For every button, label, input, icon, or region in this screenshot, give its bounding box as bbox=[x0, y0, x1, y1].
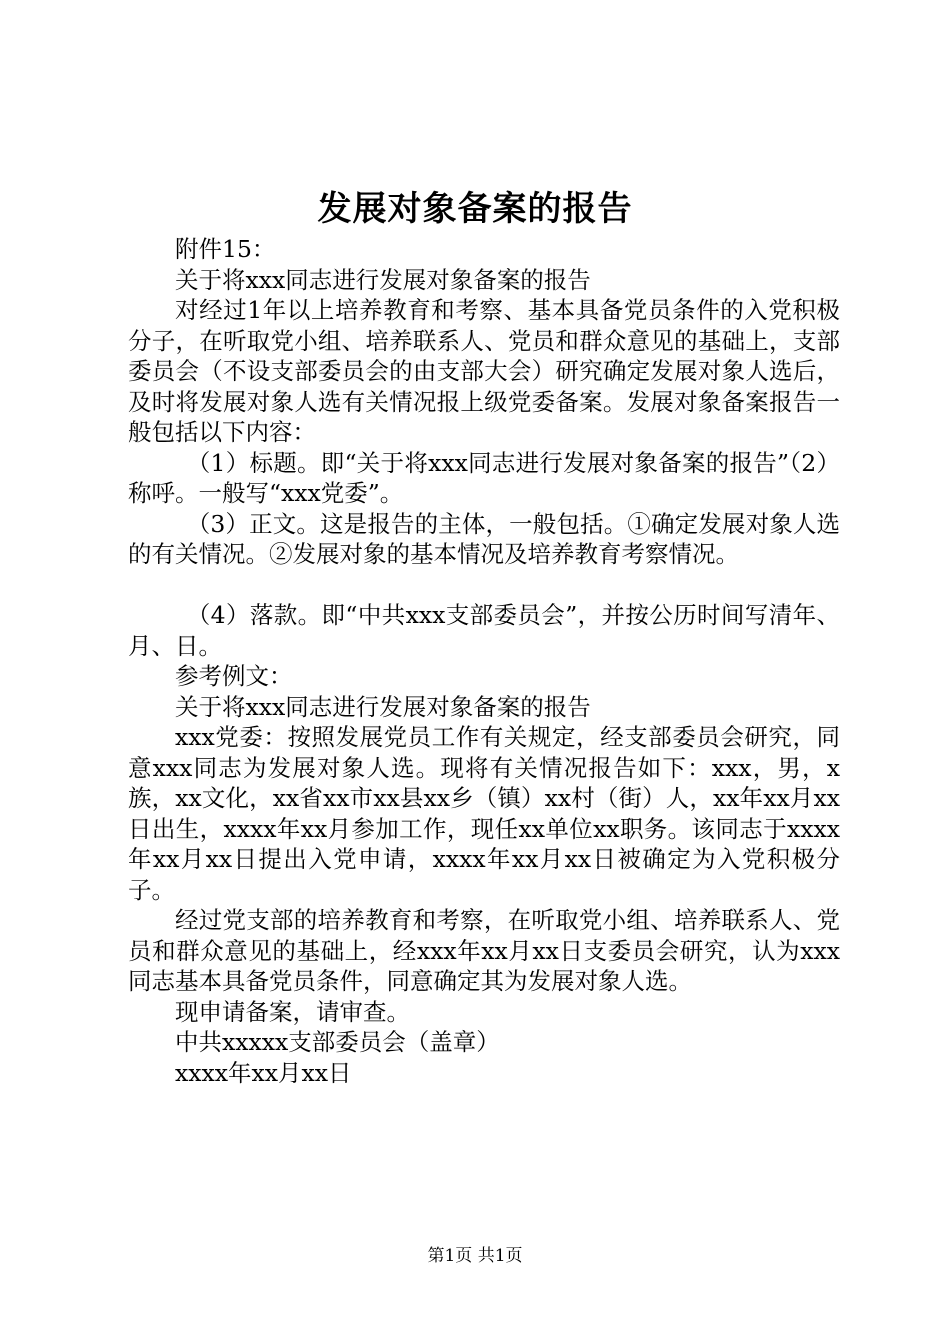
example-signature-org: 中共xxxxx支部委员会（盖章） bbox=[175, 1028, 500, 1056]
item-body-text: （3）正文。这是报告的主体，一般包括。①确定发展对象人选的有关情况。②发展对象的基本情况及培养教育考察情况。 bbox=[128, 509, 840, 568]
blank-line bbox=[128, 570, 840, 601]
document-body bbox=[128, 234, 840, 1088]
example-signature-date: xxxx年xx月xx日 bbox=[175, 1058, 352, 1087]
attachment-label: 附件15： bbox=[175, 235, 276, 263]
example-heading: 参考例文： bbox=[175, 662, 293, 690]
example-title: 关于将xxx同志进行发展对象备案的报告 bbox=[175, 692, 591, 721]
item-title-and-salutation: （1）标题。即“关于将xxx同志进行发展对象备案的报告”（2）称呼。一般写“xxx党委”。 bbox=[128, 448, 840, 507]
example-request-line: 现申请备案，请审查。 bbox=[175, 997, 410, 1026]
item-signature: （4）落款。即“中共xxx支部委员会”，并按公历时间写清年、月、日。 bbox=[128, 601, 840, 660]
document-title: 发展对象备案的报告 bbox=[317, 189, 633, 229]
page-number: 第1页 共1页 bbox=[427, 1246, 523, 1266]
example-assessment-paragraph: 经过党支部的培养教育和考察，在听取党小组、培养联系人、党员和群众意见的基础上，经xxx年xx月xx日支委员会研究，认为xxx同志基本具备党员条件，同意确定其为发展对象人选。 bbox=[128, 906, 840, 995]
intro-paragraph: 对经过1年以上培养教育和考察、基本具备党员条件的入党积极分子，在听取党小组、培养联系人、党员和群众意见的基础上，支部委员会（不设支部委员会的由支部大会）研究确定发展对象人选后，及时将发展对象人选有关情况报上级党委备案。发展对象备案报告一般包括以下内容： bbox=[128, 296, 840, 446]
example-body-paragraph: xxx党委：按照发展党员工作有关规定，经支部委员会研究，同意xxx同志为发展对象人选。现将有关情况报告如下：xxx，男，x族，xx文化，xx省xx市xx县xx乡（镇）xx村（街）人，xx年xx月xx日出生，xxxx年xx月参加工作，现任xx单位xx职务。该同志于xxxx年xx月xx日提出入党申请，xxxx年xx月xx日被确定为入党积极分子。 bbox=[128, 723, 840, 904]
report-subtitle: 关于将xxx同志进行发展对象备案的报告 bbox=[175, 265, 591, 294]
